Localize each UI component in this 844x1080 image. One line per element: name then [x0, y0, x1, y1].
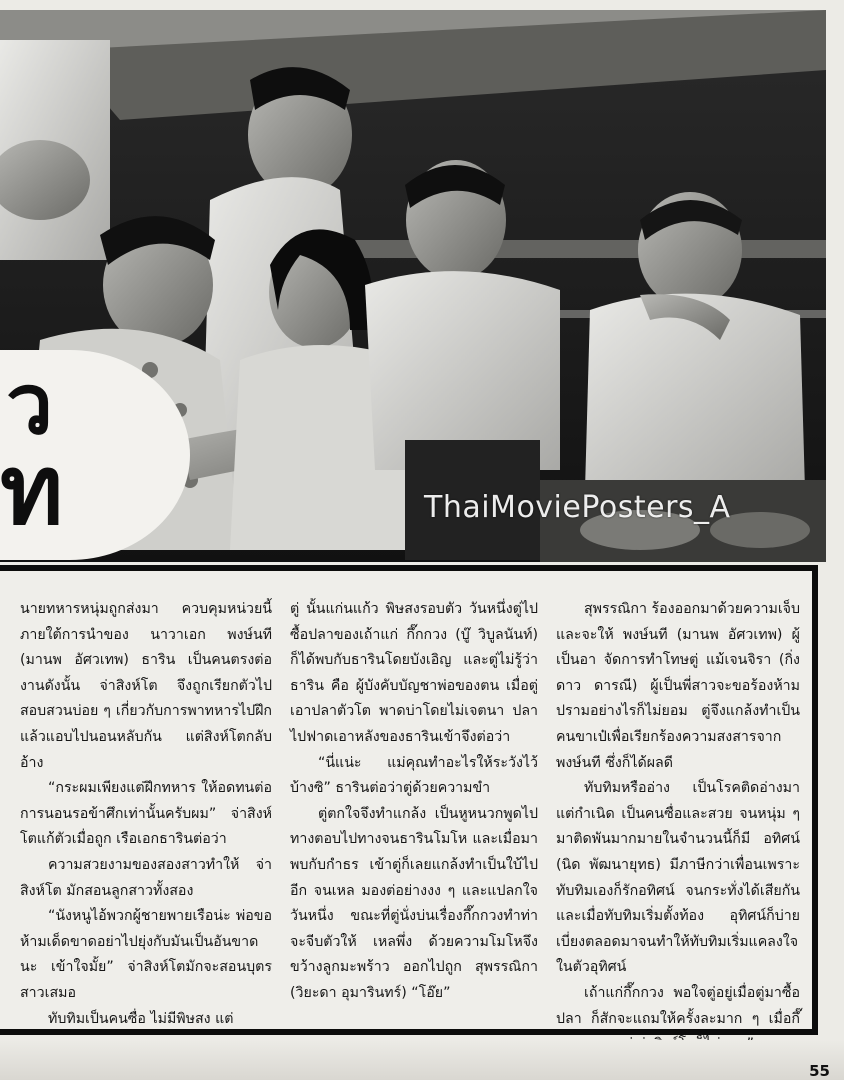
paragraph-quote: “นังหนูไอ้พวกผู้ชายพายเรือน่ะ พ่อขอห้ามเด็ดขาดอย่าไปยุ่งกับมันเป็นอันขาดนะ เข้าใจมั้ย” จ่าสิงห์โตมักจะสอนบุตรสาวเสมอ [20, 908, 272, 1001]
paragraph-quote: “กระผมเพียงแต่ฝึกทหาร ให้อดทนต่อการนอนรอข้าศึกเท่านั้นครับผม” จ่าสิงห์โตแก้ตัวเมื่อถูก เรือเอกธารินต่อว่า [20, 780, 272, 848]
paragraph: ตู่ นั้นแก่นแก้ว พิษสงรอบตัว วันหนึ่งตู่ไปซื้อปลาของเถ้าแก่ กึ๊กกวง (บู๊ วิบูลนันท์) ก็ได้พบกับธารินโดยบังเอิญ และตู่ไม่รู้ว่า ธาริน คือ ผู้บังคับบัญชาพ่อของตน เมื่อตู่เอาปลาตัวโต พาดบ่าโดยไม่เจตนา ปลาไปฟาดเอาหลังของธารินเข้าจึงต่อว่า [290, 601, 538, 745]
paragraph: นายทหารหนุ่มถูกส่งมา ควบคุมหน่วยนี้ ภายใต้การนำของ นาวาเอก พงษ์นที (มานพ อัศวเทพ) ธาริน เป็นคนตรงต่องานดังนั้น จ่าสิงห์โต จึงถูกเรียกตัวไปสอบสวนบ่อย ๆ เกี่ยวกับการพาทหารไปฝึกแล้วแอบไปนอนหลับกัน แต่สิงห์โตกลับอ้าง [20, 601, 272, 771]
page-number: 55 [809, 1062, 830, 1080]
page-bottom-margin [0, 1040, 844, 1080]
article-column-2 [290, 597, 538, 1007]
article-column-3 [556, 597, 800, 1058]
article-box [0, 565, 818, 1035]
paragraph: สุพรรณิกา ร้องออกมาด้วยความเจ็บและจะให้ พงษ์นที (มานพ อัศวเทพ) ผู้เป็นอา จัดการทำโทษตู่ แม้เจนจิรา (กิ่งดาว ดารณี) ผู้เป็นพี่สาวจะขอร้องห้ามปรามอย่างไรก็ไม่ยอม ตู่จึงแกล้งทำเป็นคนขาเป๋เพื่อเรียกร้องความสงสารจากพงษ์นที ซึ่งก็ได้ผลดี [556, 601, 800, 771]
paragraph: ทับทิมหรืออ่าง เป็นโรคติดอ่างมาแต่กำเนิด เป็นคนซื่อและสวย จนหนุ่ม ๆ มาติดพันมากมายในจำนวนนี้ก็มี อทิศน์ (นิด พัฒนายุทธ) มีภาษีกว่าเพื่อนเพราะทับทิมเองก็รักอทิศน์ จนกระทั่งได้เสียกันและเมื่อทับทิมเริ่มตั้งท้อง อุทิศน์ก็บ่ายเบี่ยงตลอดมาจนทำให้ทับทิมเริ่มแคลงใจในตัวอุทิศน์ [556, 780, 800, 976]
paragraph: ความสวยงามของสองสาวทำให้ จ่าสิงห์โต มักสอนลูกสาวทั้งสอง [20, 856, 272, 899]
paragraph: ตู่ตกใจจึงทำแกล้ง เป็นหูหนวกพูดไปทางตอบไปทางจนธารินโมโห และเมื่อมาพบกับกำธร เข้าตู่ก็เลยแกล้งทำเป็นใบ้ไปอีก จนเหล มองต่อย่างงง ๆ และแปลกใจ วันหนึ่ง ขณะที่ตู่นั่งบ่นเรื่องกึ๊กกวงทำท่าจะจีบตัวให้ เหลพึ่ง ด้วยความโมโหจึงขว้างลูกมะพร้าว ออกไปถูก สุพรรณิกา (วิยะดา อุมารินทร์) “โอ๊ย” [290, 805, 538, 1001]
paragraph: เถ้าแก่กึ๊กกวง พอใจตู่อยู่เมื่อตู่มาซื้อปลา ก็สักจะแถมให้ครั้งละมาก ๆ เมื่อกึ๊ [556, 984, 800, 1027]
paragraph: ทับทิมเป็นคนซื่อ ไม่มีพิษสง แต่ [48, 1010, 234, 1027]
title-glyph-bottom: ท [0, 434, 64, 546]
title-glyph-top: ว [6, 355, 54, 453]
film-still-photo [0, 10, 826, 562]
watermark: ThaiMoviePosters_A [424, 490, 731, 525]
article-column-1 [20, 597, 272, 1032]
paragraph-quote: “นี่แน่ะ แม่คุณทำอะไรให้ระวังไว้บ้างซิ” ธารินต่อว่าตู่ด้วยความขำ [290, 754, 538, 797]
